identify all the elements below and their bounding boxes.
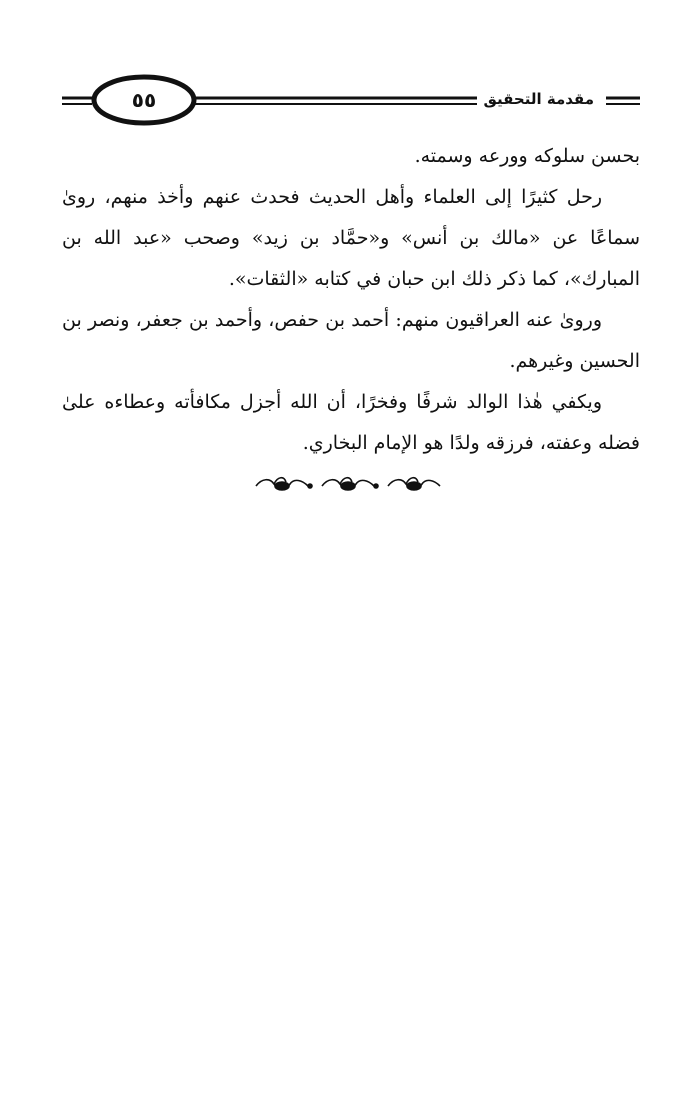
paragraph-3: ورویٰ عنه العراقيون منهم: أحمد بن حفص، وأحمد بن جعفر، ونصر بن الحسين وغيرهم. (62, 309, 640, 372)
ornament-motif-3 (388, 478, 440, 490)
floral-divider-ornament-icon (252, 474, 446, 496)
ornament-motif-1 (256, 478, 312, 490)
page-number: ٥٥ (131, 88, 157, 112)
paragraph-1: بحسن سلوكه وورعه وسمته. (414, 145, 640, 167)
page-header (62, 74, 640, 128)
paragraph-2: رحل كثيرًا إلى العلماء وأهل الحديث فحدث عنهم وأخذ منهم، روىٰ سماعًا عن «مالك بن أنس» و«حمَّاد بن زيد» وصحب «عبد الله بن المبارك»، كما ذكر ذلك ابن حبان في كتابه «الثقات». (62, 186, 640, 290)
running-title: مقدمة التحقيق (477, 87, 600, 111)
body-text (62, 136, 640, 464)
ornament-motif-2 (322, 478, 378, 490)
paragraph-4: ويكفي هٰذا الوالد شرفًا وفخرًا، أن الله أجزل مكافأته وعطاءه علىٰ فضله وعفته، فرزقه ولدًا هو الإمام البخاري. (62, 391, 640, 454)
